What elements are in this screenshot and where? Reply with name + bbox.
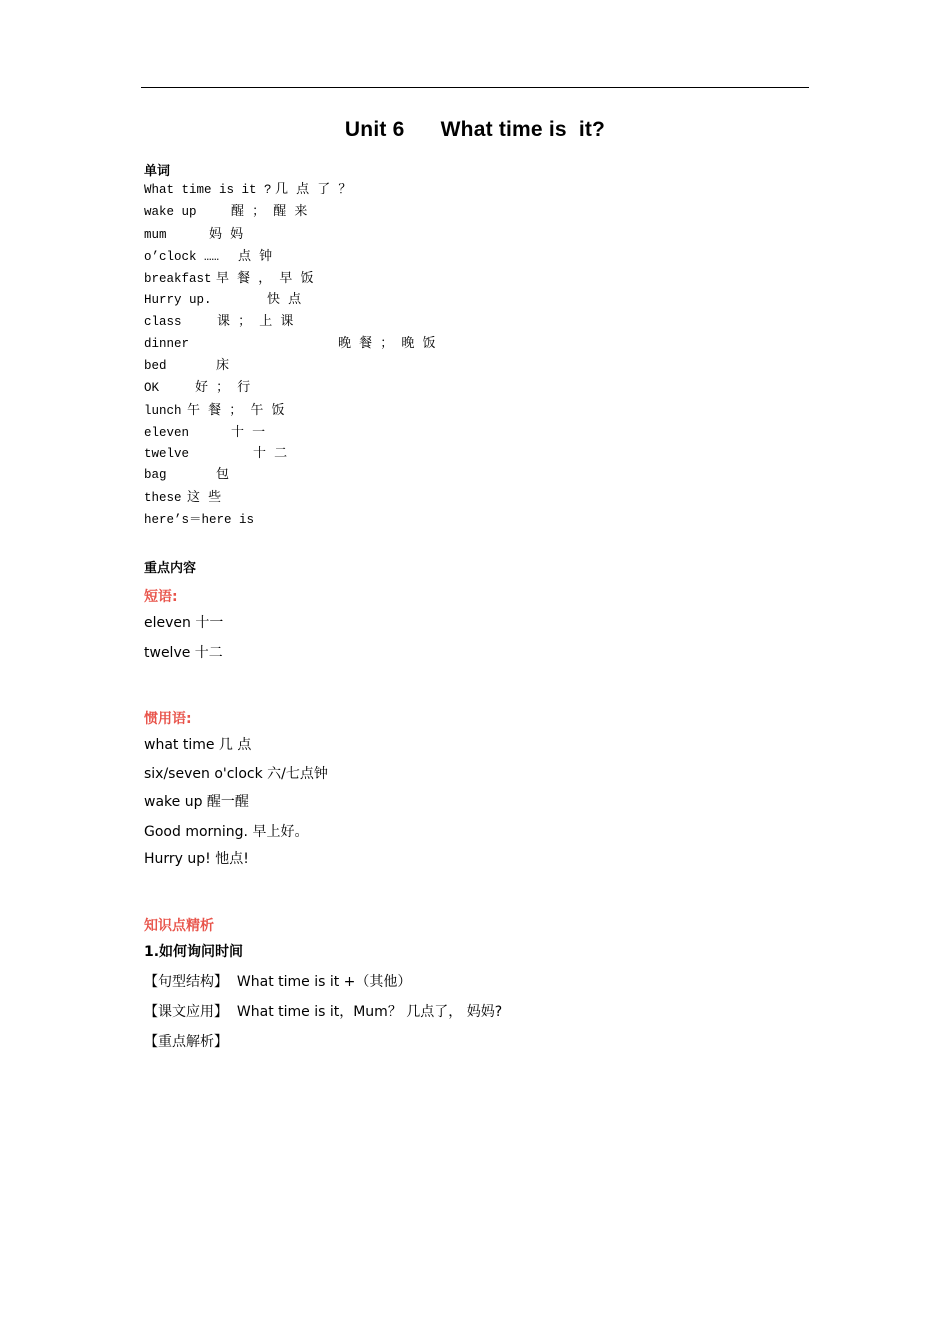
idiom-item: Hurry up! 忚点! bbox=[144, 851, 249, 867]
key-content-heading: 重点内容 bbox=[144, 561, 197, 576]
vocab-en-10: lunch bbox=[144, 404, 182, 418]
vocab-en-5: Hurry up. bbox=[144, 293, 212, 307]
vocab-zh-8: 床 bbox=[216, 358, 232, 373]
vocab-zh-12: 十 二 bbox=[253, 446, 290, 461]
vocab-zh-2: 妈 妈 bbox=[209, 227, 246, 242]
vocab-zh-0: 几 点 了 ？ bbox=[275, 182, 354, 197]
vocab-zh-3: 点 钟 bbox=[238, 249, 275, 264]
vocab-en-0: What time is it ? bbox=[144, 183, 272, 197]
vocab-zh-4: 早 餐 ， 早 饭 bbox=[216, 271, 316, 286]
idioms-heading: 惯用语: bbox=[144, 711, 192, 727]
vocab-zh-1: 醒 ； 醒 来 bbox=[231, 204, 310, 219]
vocab-en-4: breakfast bbox=[144, 272, 212, 286]
vocab-en-11: eleven bbox=[144, 426, 190, 440]
vocab-zh-5: 快 点 bbox=[267, 292, 304, 307]
point1-structure: 【句型结构】 What time is it +（其他） bbox=[144, 974, 412, 990]
point1-application: 【课文应用】 What time is it，Mum？ 几点了， 妈妈? bbox=[144, 1004, 503, 1020]
point1-title: 1.如何询问时间 bbox=[144, 944, 244, 960]
vocab-en-13: bag bbox=[144, 468, 167, 482]
vocab-zh-10: 午 餐 ； 午 饭 bbox=[187, 403, 287, 418]
vocab-en-9: OK bbox=[144, 381, 160, 395]
idiom-item: what time 几 点 bbox=[144, 737, 252, 753]
phrase-item: eleven 十一 bbox=[144, 615, 224, 631]
vocab-en-2: mum bbox=[144, 228, 167, 242]
vocab-zh-11: 十 一 bbox=[231, 425, 268, 440]
vocab-en-15: here’s＝here is bbox=[144, 513, 255, 527]
vocab-en-6: class bbox=[144, 315, 182, 329]
knowledge-heading: 知识点精析 bbox=[144, 918, 214, 934]
vocab-en-7: dinner bbox=[144, 337, 190, 351]
header-rule bbox=[141, 87, 809, 88]
page-title: Unit 6 What time is it? bbox=[344, 118, 606, 141]
vocab-en-1: wake up bbox=[144, 205, 197, 219]
vocab-en-14: these bbox=[144, 491, 182, 505]
vocab-en-8: bed bbox=[144, 359, 167, 373]
phrase-item: twelve 十二 bbox=[144, 645, 223, 661]
idiom-item: Good morning. 早上好。 bbox=[144, 824, 309, 840]
vocab-heading: 单词 bbox=[144, 164, 171, 179]
idiom-item: six/seven o'clock 六/七点钟 bbox=[144, 766, 328, 782]
phrases-heading: 短语: bbox=[144, 589, 178, 605]
vocab-zh-13: 包 bbox=[216, 467, 232, 482]
vocab-en-3: o’clock …… bbox=[144, 250, 220, 264]
vocab-zh-7: 晚 餐 ； 晚 饭 bbox=[338, 336, 438, 351]
vocab-zh-6: 课 ； 上 课 bbox=[217, 314, 296, 329]
vocab-zh-9: 好 ； 行 bbox=[195, 380, 253, 395]
point1-analysis: 【重点解析】 bbox=[144, 1034, 228, 1050]
idiom-item: wake up 醒一醒 bbox=[144, 794, 249, 810]
vocab-zh-14: 这 些 bbox=[187, 490, 224, 505]
vocab-en-12: twelve bbox=[144, 447, 190, 461]
